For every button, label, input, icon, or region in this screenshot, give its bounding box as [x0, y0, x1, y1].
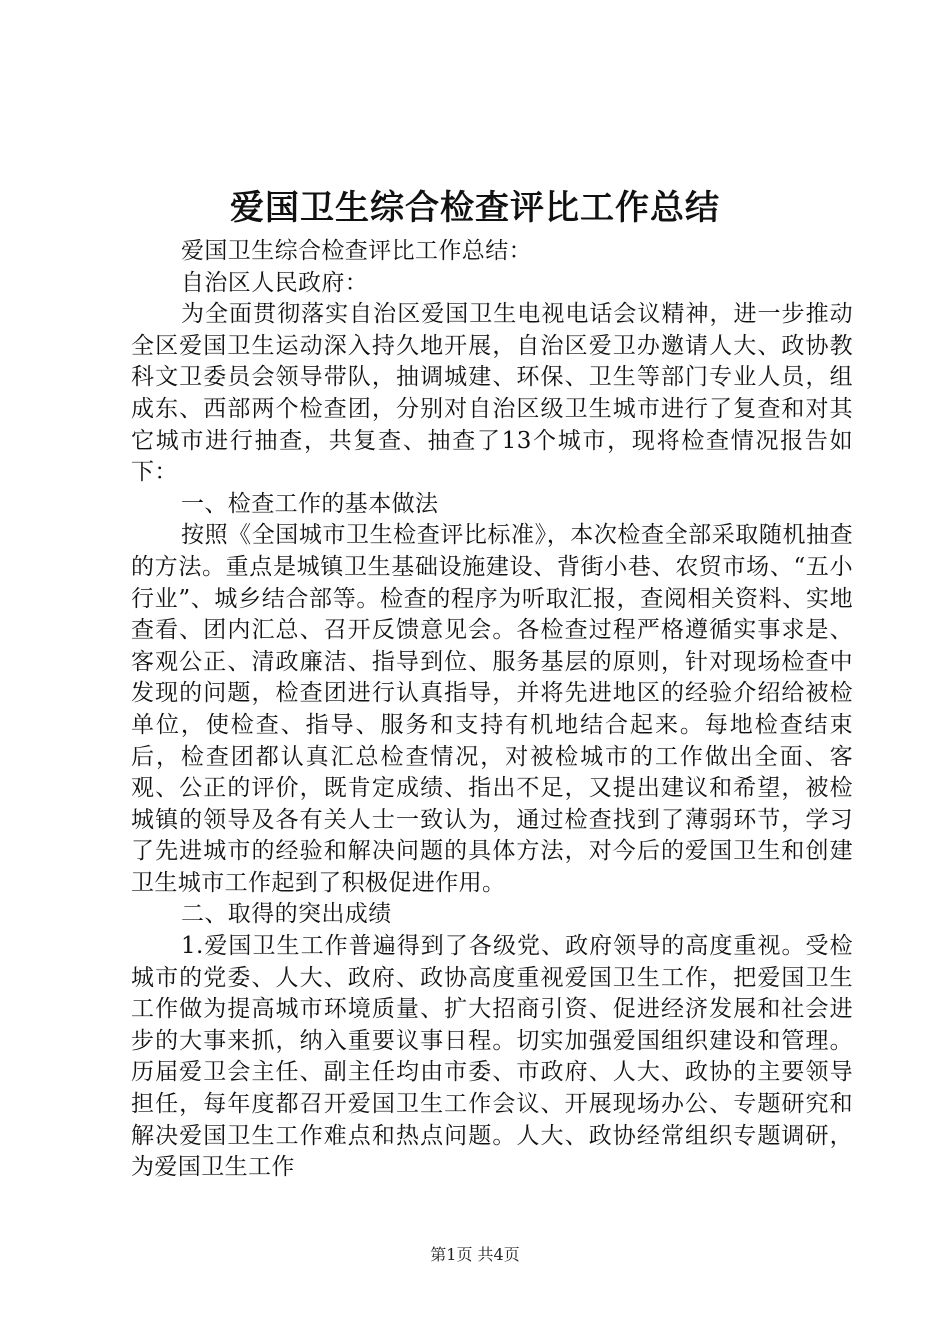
paragraph-addressee: 自治区人民政府：: [181, 269, 369, 296]
document-title: 爱国卫生综合检查评比工作总结: [230, 188, 720, 228]
section-heading-1: 一、检查工作的基本做法: [181, 490, 439, 517]
document-body: [131, 236, 853, 1184]
page-footer: 第1页 共4页: [430, 1245, 520, 1264]
section-heading-2: 二、取得的突出成绩: [181, 901, 392, 928]
paragraph-heading-line: 爱国卫生综合检查评比工作总结：: [181, 238, 532, 264]
paragraph-section-2-item-1: 1.爱国卫生工作普遍得到了各级党、政府领导的高度重视。受检城市的党委、人大、政府、政协高度重视爱国卫生工作，把爱国卫生工作做为提高城市环境质量、扩大招商引资、促进经济发展和社会进步的大事来抓，纳入重要议事日程。切实加强爱国组织建设和管理。历届爱卫会主任、副主任均由市委、市政府、人大、政协的主要领导担任，每年度都召开爱国卫生工作会议、开展现场办公、专题研究和解决爱国卫生工作难点和热点问题。人大、政协经常组织专题调研，为爱国卫生工作: [131, 933, 853, 1181]
paragraph-intro: 为全面贯彻落实自治区爱国卫生电视电话会议精神，进一步推动全区爱国卫生运动深入持久地开展，自治区爱卫办邀请人大、政协教科文卫委员会领导带队，抽调城建、环保、卫生等部门专业人员，组成东、西部两个检查团，分别对自治区级卫生城市进行了复查和对其它城市进行抽查，共复查、抽查了13个城市，现将检查情况报告如下：: [131, 301, 853, 486]
paragraph-section-1: 按照《全国城市卫生检查评比标准》，本次检查全部采取随机抽查的方法。重点是城镇卫生基础设施建设、背街小巷、农贸市场、“五小行业”、城乡结合部等。检查的程序为听取汇报，查阅相关资料、实地查看、团内汇总、召开反馈意见会。各检查过程严格遵循实事求是、客观公正、清政廉洁、指导到位、服务基层的原则，针对现场检查中发现的问题，检查团进行认真指导，并将先进地区的经验介绍给被检单位，使检查、指导、服务和支持有机地结合起来。每地检查结束后，检查团都认真汇总检查情况，对被检城市的工作做出全面、客观、公正的评价，既肯定成绩、指出不足，又提出建议和希望，被检城镇的领导及各有关人士一致认为，通过检查找到了薄弱环节，学习了先进城市的经验和解决问题的具体方法，对今后的爱国卫生和创建卫生城市工作起到了积极促进作用。: [131, 522, 853, 896]
